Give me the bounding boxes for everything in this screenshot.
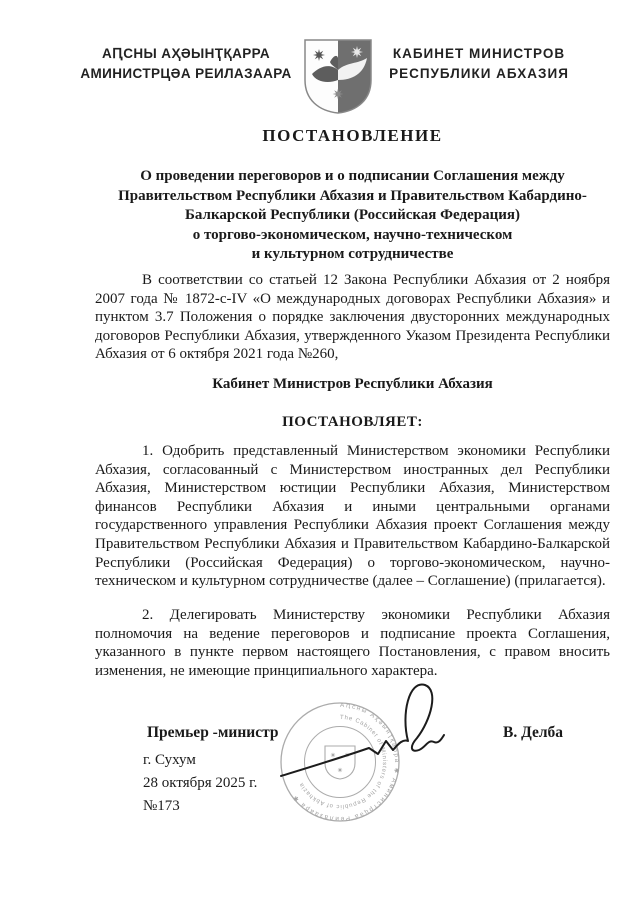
- issuer-russian-line1: КАБИНЕТ МИНИСТРОВ: [392, 46, 566, 61]
- subject-line: Правительством Республики Абхазия и Правительством Кабардино-: [118, 187, 587, 204]
- subject-line: Балкарской Республики (Российская Федерация): [185, 207, 520, 223]
- signer-position: Премьер -министр: [147, 724, 279, 741]
- document-subject: [95, 167, 610, 265]
- signature-city: г. Сухум: [143, 752, 196, 768]
- issuer-name-abkhaz: [70, 44, 302, 84]
- subject-line: О проведении переговоров и о подписании Соглашения между: [140, 168, 565, 184]
- resolution-item-1: 1. Одобрить представленный Министерством экономики Республики Абхазия, согласованный с Министерством иностранных дел Республики Абхазия, Министерством юстиции Республики Абхазия, Министерством финансов Республики Абхазия и иными центральными органами государственного управления Республики Абхазия проект Соглашения между Правительством Республики Абхазия и Правительством Кабардино-Балкарской Республики (Российская Федерация) о торгово-экономическом, научно-техническом и культурном сотрудничестве (далее – Соглашение) (прилагается).: [95, 443, 610, 590]
- handwritten-signature: [281, 685, 444, 776]
- subject-line: и культурном сотрудничестве: [251, 246, 454, 262]
- issuer-abkhaz-line1: АԤСНЫ АҲӘЫНҬҚАРРА: [101, 46, 271, 61]
- preamble-paragraph: В соответствии со статьей 12 Закона Республики Абхазия от 2 ноября 2007 года № 1872-с-IV «О международных договорах Республики Абхазия» и пунктом 3.7 Положения о порядке заключения двусторонних международных договоров Республики Абхазия, утвержденного Указом Президента Республики Абхазия от 6 октября 2021 года №260,: [95, 272, 610, 363]
- stamp-outer-ring-text: Аԥсны Аҳәынҭқарра ✱ Аминистрцәа Реилазаара ✱: [291, 701, 401, 823]
- issuer-abkhaz-line2: АМИНИСТРЦӘА РЕИЛАЗААРА: [80, 66, 292, 81]
- issuer-name-russian: [376, 44, 582, 84]
- official-stamp: [245, 670, 460, 835]
- stamp-inner-circle: [305, 727, 376, 798]
- resolver-line: Кабинет Министров Республики Абхазия: [212, 376, 493, 392]
- resolution-word: ПОСТАНОВЛЯЕТ:: [282, 414, 423, 430]
- signature-date: 28 октября 2025 г.: [143, 775, 258, 791]
- document-type-title: ПОСТАНОВЛЕНИЕ: [262, 126, 443, 145]
- resolution-item-2: 2. Делегировать Министерству экономики Республики Абхазия полномочия на ведение переговоров и подписание проекта Соглашения, указанного в пункте первом настоящего Постановления, с правом вносить изменения, не имеющие принципиального характера.: [95, 607, 610, 679]
- subject-line: о торгово-экономическом, научно-техническом: [192, 226, 513, 243]
- signer-name: В. Делба: [503, 724, 564, 741]
- document-number: №173: [143, 798, 180, 814]
- coat-of-arms-icon: [300, 36, 376, 117]
- stamp-center-shield: [325, 746, 355, 779]
- stamp-inner-ring-text: The Cabinet of Ministers of the Republic of Abkhazia: [298, 714, 388, 810]
- issuer-russian-line2: РЕСПУБЛИКИ АБХАЗИЯ: [389, 66, 569, 81]
- signature-section: [95, 680, 610, 855]
